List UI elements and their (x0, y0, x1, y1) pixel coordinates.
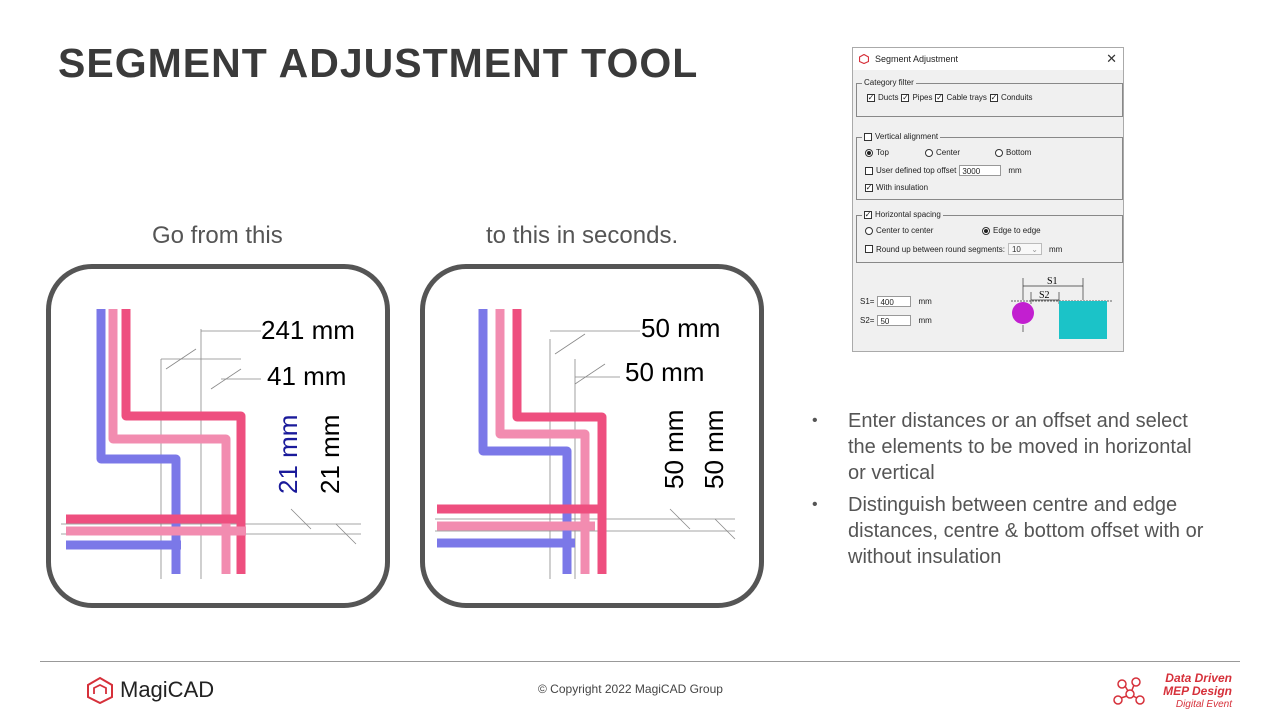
dim-label-vertical: 21 mm (315, 414, 345, 494)
pipes-checkbox[interactable]: ✓ (902, 92, 909, 102)
horizontal-spacing-label: Horizontal spacing (875, 210, 941, 219)
dim-label: 241 mm (261, 315, 355, 345)
molecule-icon (1112, 674, 1148, 710)
round-up-label: Round up between round segments: (876, 244, 1005, 254)
round-up-dropdown[interactable]: 10 ⌄ (1008, 243, 1042, 255)
bottom-radio-label: Bottom (1006, 148, 1032, 157)
conduits-checkbox[interactable]: ✓ (990, 92, 998, 102)
s1-input[interactable]: 400 (877, 296, 911, 307)
footer-divider (40, 661, 1240, 662)
center-radio[interactable] (925, 149, 933, 157)
top-radio[interactable] (865, 149, 873, 157)
horizontal-spacing-group (856, 209, 1123, 263)
edge-to-edge-radio[interactable] (982, 227, 990, 235)
round-up-unit: mm (1048, 244, 1063, 254)
bullet-list (812, 408, 1212, 576)
dim-label: 50 mm (641, 313, 721, 343)
bottom-radio[interactable] (995, 149, 1003, 157)
user-offset-checkbox[interactable] (865, 167, 873, 175)
dim-label-vertical: 50 mm (699, 409, 729, 489)
close-icon[interactable]: ✕ (1106, 51, 1117, 66)
top-radio-label: Top (876, 148, 889, 157)
magicad-logo-text: MagiCAD (120, 677, 215, 702)
vertical-alignment-group (856, 132, 1123, 200)
event-line-1: Data Driven (1165, 671, 1232, 685)
segment-adjustment-dialog (852, 47, 1124, 352)
s2-input[interactable]: 50 (877, 315, 911, 326)
dialog-title: Segment Adjustment (875, 54, 959, 64)
dim-label: 50 mm (625, 357, 705, 387)
bullet-mark: • (812, 496, 818, 513)
chevron-down-icon: ⌄ (1031, 245, 1038, 254)
caption-before: Go from this (152, 222, 283, 249)
vertical-alignment-checkbox[interactable] (864, 133, 872, 141)
conduits-label: Conduits (1000, 93, 1033, 102)
with-insulation-checkbox[interactable]: ✓ (865, 182, 873, 192)
bullet-item (812, 408, 1212, 486)
bullet-text: Distinguish between centre and edge distances, centre & bottom offset with or without insulation (848, 494, 1204, 568)
horizontal-spacing-checkbox[interactable]: ✓ (864, 209, 872, 219)
magicad-logo-icon (86, 676, 114, 704)
caption-after: to this in seconds. (486, 222, 679, 249)
event-title (1150, 672, 1232, 711)
bullet-mark: • (812, 412, 818, 429)
ducts-checkbox[interactable]: ✓ (867, 92, 875, 102)
event-line-3: Digital Event (1175, 699, 1232, 710)
magicad-logo (86, 676, 214, 704)
bullet-text: Enter distances or an offset and select the elements to be moved in horizontal or vertical (848, 410, 1192, 484)
slide-title: SEGMENT ADJUSTMENT TOOL (58, 40, 699, 86)
event-logo (1112, 672, 1236, 712)
s1-label: S1= (860, 297, 875, 306)
bullet-item (812, 492, 1212, 570)
after-image-frame (420, 264, 764, 608)
diagram-s2-label: S2 (1039, 290, 1050, 301)
ducts-label: Ducts (878, 93, 899, 102)
pipes-label: Pipes (912, 93, 933, 102)
round-segment-shape (1012, 302, 1034, 324)
s1-unit: mm (918, 297, 932, 306)
diagram-s1-label: S1 (1047, 276, 1058, 287)
dim-label-vertical: 50 mm (659, 409, 689, 489)
dim-label-vertical: 21 mm (273, 414, 303, 494)
user-offset-unit: mm (1008, 166, 1022, 175)
copyright-text: © Copyright 2022 MagiCAD Group (538, 682, 723, 696)
rectangular-segment-shape (1059, 301, 1107, 339)
s2-label: S2= (860, 316, 875, 325)
center-to-center-radio[interactable] (865, 227, 873, 235)
with-insulation-label: With insulation (876, 183, 929, 192)
event-line-2: MEP Design (1163, 684, 1232, 698)
center-radio-label: Center (936, 148, 961, 157)
after-pipe-drawing (425, 269, 759, 603)
category-filter-label: Category filter (864, 78, 914, 87)
cable-trays-checkbox[interactable]: ✓ (936, 92, 943, 102)
dim-label: 41 mm (267, 361, 347, 391)
s2-unit: mm (918, 316, 932, 325)
center-to-center-label: Center to center (876, 226, 934, 235)
user-offset-input[interactable]: 3000 (959, 165, 1001, 176)
user-offset-label: User defined top offset (876, 166, 957, 175)
edge-to-edge-label: Edge to edge (993, 226, 1041, 235)
before-image-frame (46, 264, 390, 608)
vertical-alignment-label: Vertical alignment (875, 132, 939, 141)
cable-trays-label: Cable trays (946, 93, 987, 102)
round-up-checkbox[interactable] (865, 245, 873, 253)
magicad-app-icon (859, 54, 869, 64)
before-pipe-drawing (51, 269, 385, 603)
dialog-titlebar (853, 48, 1123, 70)
spacing-diagram (1001, 270, 1119, 342)
category-filter-group (856, 78, 1123, 117)
